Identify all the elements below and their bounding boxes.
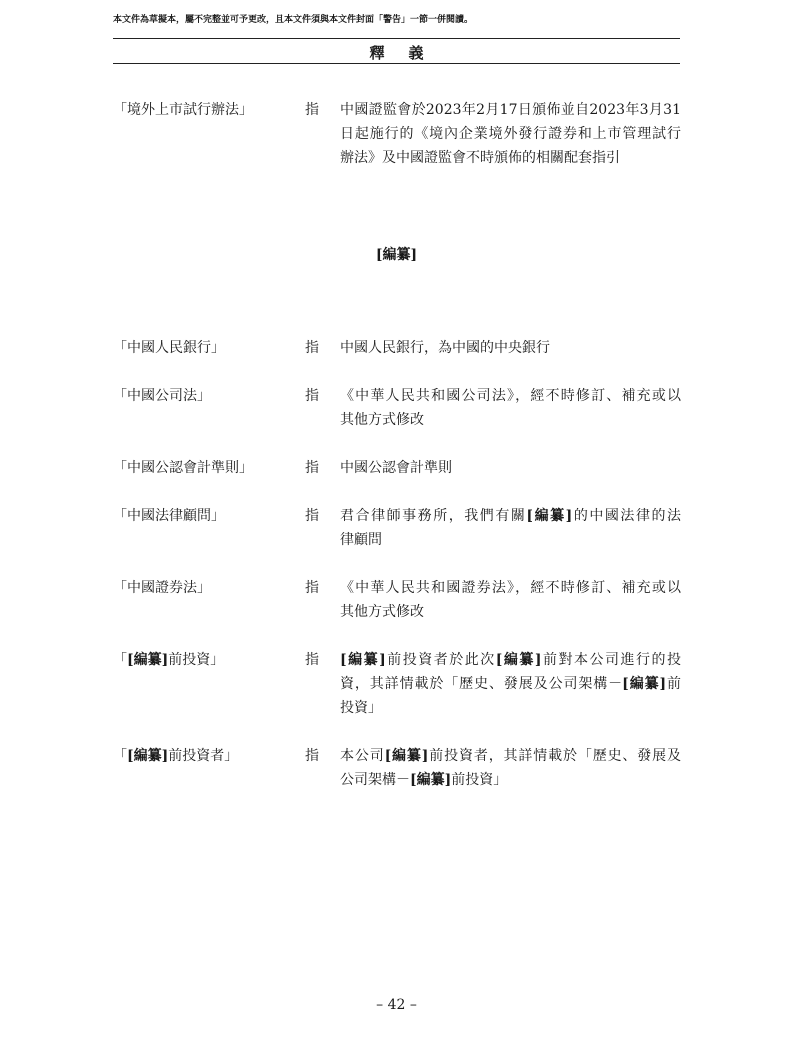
defined-term: 「[編纂]前投資」 — [113, 652, 225, 668]
definition-line: [編纂]前投資者於此次[編纂]前對本公司進行的投 — [340, 652, 681, 668]
definition-line: 《中華人民共和國公司法》，經不時修訂、補充或以 — [340, 388, 681, 404]
definition-text — [340, 336, 681, 360]
header-rule-bottom — [113, 63, 680, 64]
means-word: 指 — [305, 652, 319, 668]
means-word: 指 — [305, 340, 319, 356]
defined-term: 「中國公司法」 — [113, 388, 211, 404]
definition-line: 日起施行的《境內企業境外發行證券和上市管理試行 — [340, 126, 681, 142]
definition-line: 公司架構－[編纂]前投資」 — [340, 772, 508, 788]
definition-line: 君合律師事務所，我們有關[編纂]的中國法律的法 — [340, 508, 682, 524]
redaction-marker: [編纂] — [384, 748, 429, 764]
means-word: 指 — [305, 580, 319, 596]
definition-text — [340, 744, 681, 792]
means-word: 指 — [305, 460, 319, 476]
definition-text — [340, 456, 681, 480]
definition-text — [340, 576, 681, 624]
definition-line: 中國公認會計準則 — [340, 460, 452, 476]
definition-line: 本公司[編纂]前投資者，其詳情載於「歷史、發展及 — [340, 748, 682, 764]
header-rule-top — [113, 38, 680, 39]
definition-line: 中國人民銀行，為中國的中央銀行 — [340, 340, 550, 356]
redaction-marker: [編纂] — [127, 748, 169, 764]
definition-line: 辦法》及中國證監會不時頒佈的相關配套指引 — [340, 150, 620, 166]
definition-text — [340, 384, 681, 432]
page-number: – 42 – — [376, 997, 417, 1013]
defined-term: 「中國證券法」 — [113, 580, 211, 596]
defined-term: 「境外上市試行辦法」 — [113, 102, 253, 118]
redaction-marker: [編纂] — [495, 652, 542, 668]
redaction-marker: [編纂] — [340, 652, 386, 668]
definition-line: 《中華人民共和國證券法》，經不時修訂、補充或以 — [340, 580, 681, 596]
means-word: 指 — [305, 102, 319, 118]
definition-line: 中國證監會於2023年2月17日頒佈並自2023年3月31 — [340, 102, 681, 118]
means-word: 指 — [305, 388, 319, 404]
defined-term: 「中國法律顧問」 — [113, 508, 225, 524]
definition-line: 投資」 — [340, 700, 382, 716]
defined-term: 「[編纂]前投資者」 — [113, 748, 239, 764]
draft-warning-note: 本文件為草擬本，屬不完整並可予更改，且本文件須與本文件封面「警告」一節一併閱讀。 — [113, 15, 474, 25]
definition-line: 律顧問 — [340, 532, 382, 548]
definition-line: 資，其詳情載於「歷史、發展及公司架構－[編纂]前 — [340, 676, 682, 692]
redaction-marker: [編纂] — [622, 676, 667, 692]
means-word: 指 — [305, 748, 319, 764]
redacted-heading: [編纂] — [375, 247, 418, 263]
section-title: 釋義 — [369, 44, 448, 62]
definition-text — [340, 504, 681, 552]
definition-line: 其他方式修改 — [340, 604, 424, 620]
definition-text — [340, 98, 681, 170]
redaction-marker: [編纂] — [127, 652, 169, 668]
means-word: 指 — [305, 508, 319, 524]
defined-term: 「中國公認會計準則」 — [113, 460, 253, 476]
definition-text — [340, 648, 681, 720]
redaction-marker: [編纂] — [410, 772, 452, 788]
defined-term: 「中國人民銀行」 — [113, 340, 225, 356]
definition-line: 其他方式修改 — [340, 412, 424, 428]
redaction-marker: [編纂] — [526, 508, 573, 524]
